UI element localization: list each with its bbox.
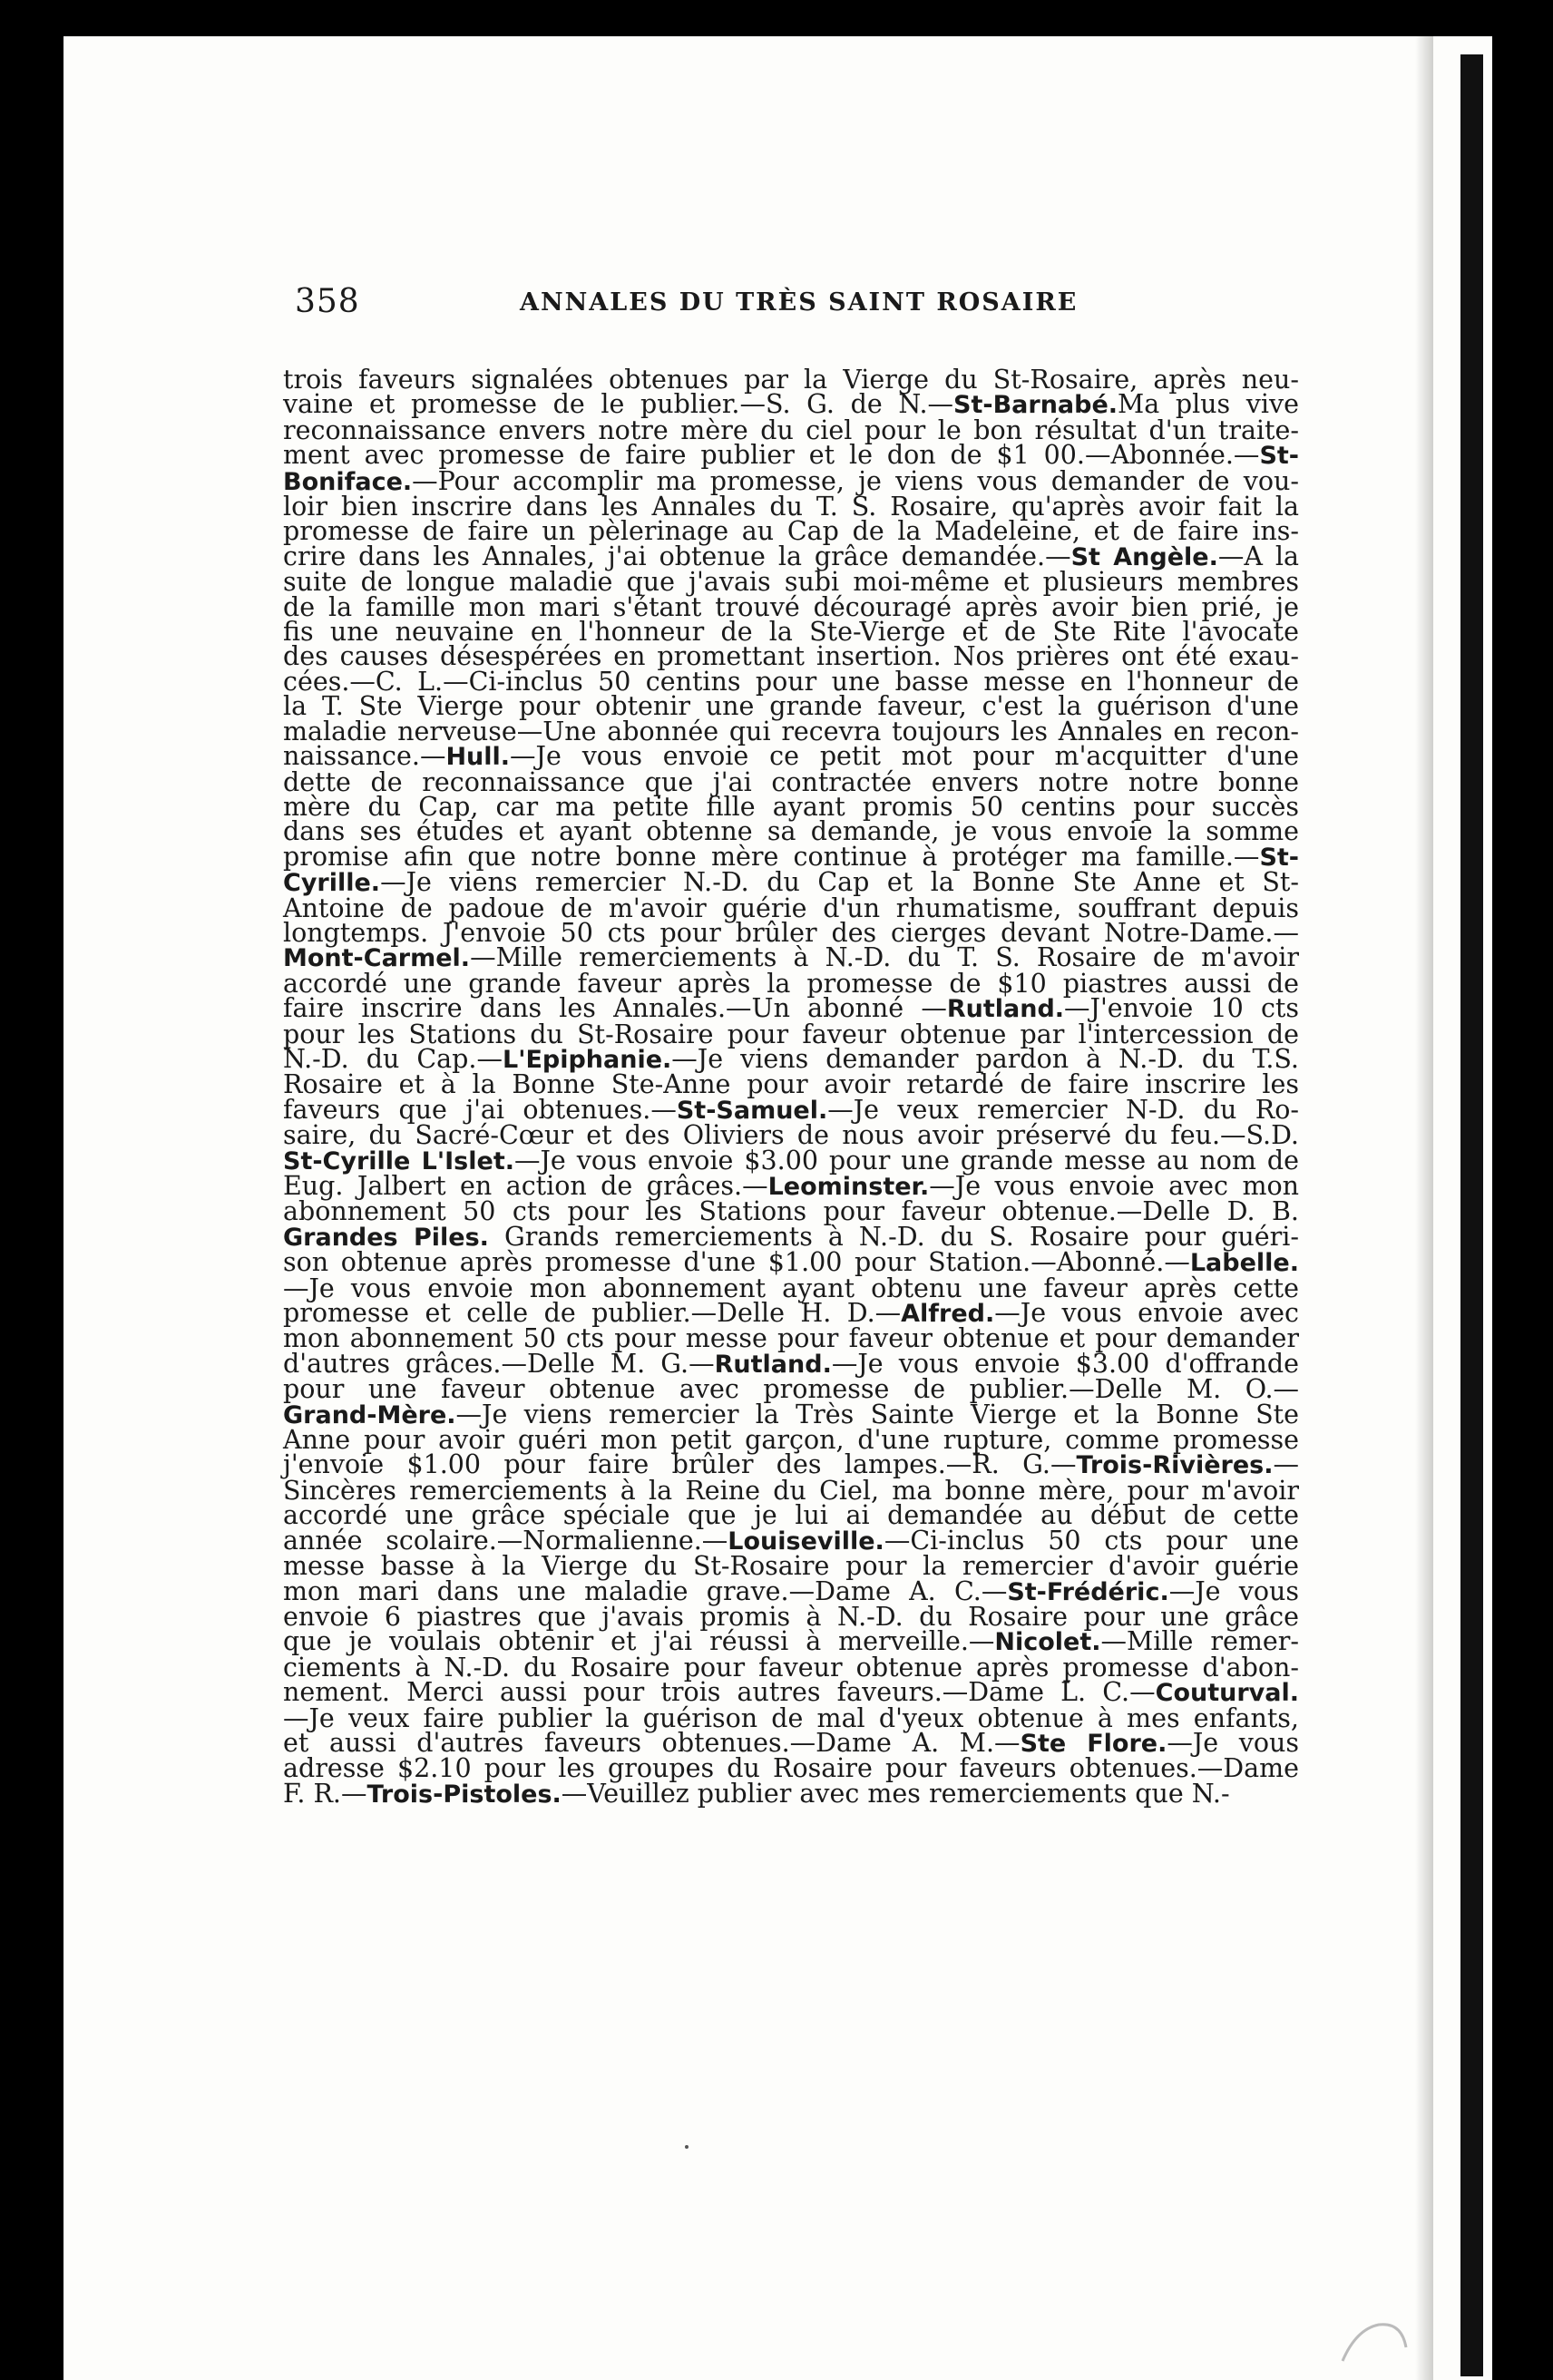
text-line — [283, 1221, 1299, 1252]
place-name: Grandes Piles. — [283, 1223, 489, 1252]
text-line — [283, 1094, 1299, 1125]
text-run: —Je viens remercier la Très Sainte Vierge et la Bonne Ste — [455, 1399, 1299, 1429]
text-run: faveurs que j'ai obtenues.— — [283, 1094, 677, 1125]
text-line — [283, 1778, 1299, 1809]
text-line — [283, 1652, 1299, 1683]
text-run: —A la — [1217, 541, 1299, 571]
text-run: que je voulais obtenir et j'ai réussi à merveille.— — [283, 1626, 995, 1657]
place-name: Cyrille. — [283, 869, 381, 898]
text-line — [283, 516, 1299, 547]
place-name: Louiseville. — [728, 1527, 884, 1556]
text-line — [283, 1171, 1299, 1201]
text-line — [283, 1449, 1299, 1480]
place-name: St-Barnabé. — [953, 391, 1118, 420]
text-line — [283, 465, 1299, 496]
text-run: Ma plus vive — [1118, 389, 1299, 420]
place-name: Couturval. — [1155, 1679, 1299, 1708]
text-line — [283, 1298, 1300, 1329]
text-line — [283, 691, 1299, 722]
text-line — [283, 440, 1299, 471]
page-header — [295, 283, 1252, 328]
text-run: j'envoie $1.00 pour faire brûler des lampes.—R. G.— — [283, 1449, 1077, 1480]
text-run: cées.—C. L.—Ci-inclus 50 centins pour une basse messe en l'honneur de — [283, 666, 1299, 697]
place-name: Nicolet. — [994, 1628, 1101, 1657]
text-run: dette de reconnaissance que j'ai contractée envers notre notre bonne — [283, 766, 1299, 797]
text-run: —Pour accomplir ma promesse, je viens vous demander de vou- — [412, 465, 1299, 496]
text-run: vaine et promesse de le publier.—S. G. de N.— — [283, 389, 954, 420]
text-run: naissance.— — [283, 741, 446, 772]
place-name: St- — [1259, 442, 1299, 471]
binding-gutter — [1460, 54, 1483, 2376]
text-line — [283, 1273, 1299, 1303]
text-line — [283, 666, 1299, 697]
text-line — [283, 1145, 1299, 1175]
text-line — [283, 591, 1299, 622]
text-run: mon mari dans une maladie grave.—Dame A. C.— — [283, 1575, 1008, 1606]
text-run: —Je vous — [1168, 1575, 1299, 1606]
text-run: messe basse à la Vierge du St-Rosaire pour la remercier d'avoir guérie — [283, 1551, 1299, 1582]
place-name: Hull. — [445, 743, 511, 772]
text-run: —Je vous envoie ce petit mot pour m'acquitter d'une — [510, 741, 1299, 772]
text-run: pour une faveur obtenue avec promesse de publier.—Delle M. O.— — [283, 1374, 1299, 1405]
text-line — [283, 1425, 1299, 1456]
text-line — [283, 1500, 1299, 1531]
corner-pencil-mark — [1338, 2311, 1411, 2365]
place-name: St-Frédéric. — [1007, 1577, 1169, 1606]
text-run: —Je vous envoie $3.00 d'offrande — [831, 1348, 1299, 1379]
text-run: N.-D. du Cap.— — [283, 1043, 503, 1074]
text-run: —Ci-inclus 50 cts pour une — [884, 1525, 1299, 1556]
text-run: envoie 6 piastres que j'avais promis à N.-D. du Rosaire pour une grâce — [283, 1601, 1299, 1632]
text-line — [283, 1348, 1299, 1379]
text-run: —Je vous envoie avec — [994, 1298, 1300, 1329]
text-run: Rosaire et à la Bonne Ste-Anne pour avoir retardé de faire inscrire les — [283, 1069, 1299, 1100]
text-line — [283, 892, 1299, 923]
text-run: promesse de faire un pèlerinage au Cap de la Madeleine, et de faire ins- — [283, 516, 1299, 547]
text-run: suite de longue maladie que j'avais subi moi-même et plusieurs membres — [283, 567, 1299, 598]
place-name: Rutland. — [946, 995, 1065, 1024]
text-run: Sincères remerciements à la Reine du Ciel, ma bonne mère, pour m'avoir — [283, 1475, 1299, 1506]
page-edge-shadow — [1415, 36, 1433, 2380]
text-line — [283, 1043, 1299, 1074]
text-line — [283, 1120, 1299, 1151]
text-run: la T. Ste Vierge pour obtenir une grande faveur, c'est la guérison d'une — [283, 691, 1299, 722]
text-line — [283, 1019, 1299, 1049]
text-run: trois faveurs signalées obtenues par la Vierge du St-Rosaire, après neu- — [283, 365, 1299, 395]
text-run: —Je vous — [1167, 1727, 1300, 1758]
text-run: —Je vous envoie mon abonnement ayant obtenu une faveur après cette — [283, 1273, 1299, 1303]
text-run: année scolaire.—Normalienne.— — [283, 1525, 728, 1556]
place-name: St-Samuel. — [676, 1096, 828, 1125]
text-run: —Je viens remercier N.-D. du Cap et la Bonne Ste Anne et St- — [380, 867, 1299, 898]
text-line — [283, 641, 1299, 672]
place-name: Leominster. — [767, 1173, 930, 1201]
text-run: reconnaissance envers notre mère du ciel pour le bon résultat d'un traite- — [283, 415, 1299, 445]
text-run: —Je veux remercier N-D. du Ro- — [827, 1094, 1299, 1125]
place-name: Mont-Carmel. — [283, 944, 471, 973]
text-run: accordé une grâce spéciale que je lui ai demandée au début de cette — [283, 1500, 1299, 1531]
text-line — [283, 1753, 1299, 1784]
text-run: mon abonnement 50 cts pour messe pour faveur obtenue et pour demander — [283, 1323, 1299, 1354]
running-head: ANNALES DU TRÈS SAINT ROSAIRE — [520, 288, 1079, 317]
text-run: —Mille remerciements à N.-D. du T. S. Rosaire de m'avoir — [470, 942, 1299, 973]
place-name: Rutland. — [714, 1350, 832, 1379]
text-run: et aussi d'autres faveurs obtenues.—Dame A. M.— — [283, 1727, 1021, 1758]
ink-speck — [685, 2145, 689, 2149]
text-line — [283, 1702, 1299, 1733]
text-run: longtemps. J'envoie 50 cts pour brûler des cierges devant Notre-Dame.— — [283, 917, 1299, 948]
text-line — [283, 1575, 1299, 1606]
text-line — [283, 1374, 1299, 1405]
text-line — [283, 1069, 1299, 1100]
text-run: des causes désespérées en promettant insertion. Nos prières ont été exau- — [283, 641, 1299, 672]
text-run: fis une neuvaine en l'honneur de la Ste-Vierge et de Ste Rite l'avocate — [283, 617, 1299, 648]
text-line — [283, 1601, 1299, 1632]
text-line — [283, 1399, 1299, 1429]
text-line — [283, 1475, 1299, 1506]
text-run: Anne pour avoir guéri mon petit garçon, d'une rupture, comme promesse — [283, 1425, 1299, 1456]
text-line — [283, 415, 1299, 445]
text-line — [283, 841, 1299, 872]
place-name: St-Cyrille L'Islet. — [283, 1146, 514, 1175]
text-run: —Veuillez publier avec mes remerciements que N.- — [561, 1778, 1230, 1809]
text-run: —Mille remer- — [1100, 1626, 1299, 1657]
place-name: Trois-Pistoles. — [366, 1780, 562, 1809]
place-name: Trois-Rivières. — [1076, 1451, 1274, 1480]
text-run: ciements à N.-D. du Rosaire pour faveur obtenue après promesse d'abon- — [283, 1652, 1299, 1683]
text-run: son obtenue après promesse d'une $1.00 pour Station.—Abonné.— — [283, 1247, 1190, 1278]
place-name: Ste Flore. — [1020, 1729, 1167, 1758]
text-line — [283, 389, 1299, 420]
text-run: dans ses études et ayant obtenne sa demande, je vous envoie la somme — [283, 816, 1299, 847]
text-line — [283, 816, 1299, 847]
text-run: — — [1273, 1449, 1299, 1480]
place-name: St- — [1259, 843, 1299, 872]
text-run: —J'envoie 10 cts — [1064, 993, 1300, 1024]
text-run: loir bien inscrire dans les Annales du T. S. Rosaire, qu'après avoir fait la — [283, 492, 1299, 522]
text-run: —Je vous envoie avec mon — [929, 1171, 1299, 1201]
text-line — [283, 867, 1299, 898]
text-line — [283, 1323, 1299, 1354]
text-line — [283, 917, 1299, 948]
place-name: St Angèle. — [1070, 542, 1218, 571]
text-line — [283, 1727, 1300, 1758]
text-run: saire, du Sacré-Cœur et des Oliviers de nous avoir préservé du feu.—S.D. — [283, 1120, 1299, 1151]
text-line — [283, 1247, 1299, 1278]
text-run: nement. Merci aussi pour trois autres faveurs.—Dame L. C.— — [283, 1677, 1156, 1708]
text-run: mère du Cap, car ma petite fille ayant promis 50 centins pour succès — [283, 791, 1299, 822]
text-line — [283, 1525, 1299, 1556]
place-name: Grand-Mère. — [283, 1400, 456, 1429]
page-number: 358 — [295, 283, 360, 320]
text-line — [283, 942, 1299, 973]
text-run: Eug. Jalbert en action de grâces.— — [283, 1171, 768, 1201]
text-run: crire dans les Annales, j'ai obtenue la grâce demandée.— — [283, 541, 1071, 571]
text-run: Grands remerciements à N.-D. du S. Rosaire pour guéri- — [488, 1221, 1299, 1252]
text-line — [283, 1677, 1299, 1708]
text-line — [283, 741, 1299, 772]
place-name: Boniface. — [283, 467, 413, 496]
text-run: pour les Stations du St-Rosaire pour faveur obtenue par l'intercession de — [283, 1019, 1299, 1049]
text-run: abonnement 50 cts pour les Stations pour faveur obtenue.—Delle D. B. — [283, 1196, 1299, 1227]
text-run: promise afin que notre bonne mère continue à protéger ma famille.— — [283, 841, 1260, 872]
text-line — [283, 791, 1299, 822]
text-run: faire inscrire dans les Annales.—Un abonné — — [283, 993, 947, 1024]
text-line — [283, 365, 1299, 395]
text-run: F. R.— — [283, 1778, 367, 1809]
text-line — [283, 766, 1299, 797]
text-run: d'autres grâces.—Delle M. G.— — [283, 1348, 715, 1379]
place-name: L'Epiphanie. — [502, 1045, 672, 1074]
text-run: ment avec promesse de faire publier et le don de $1 00.—Abonnée.— — [283, 440, 1260, 471]
text-run: accordé une grande faveur après la promesse de $10 piastres aussi de — [283, 968, 1299, 999]
text-run: Antoine de padoue de m'avoir guérie d'un rhumatisme, souffrant depuis — [283, 892, 1299, 923]
text-run: de la famille mon mari s'étant trouvé découragé après avoir bien prié, je — [283, 591, 1299, 622]
text-line — [283, 968, 1299, 999]
text-run: —Je viens demander pardon à N.-D. du T.S. — [671, 1043, 1299, 1074]
text-run: maladie nerveuse—Une abonnée qui recevra toujours les Annales en recon- — [283, 716, 1299, 746]
text-run: promesse et celle de publier.—Delle H. D.— — [283, 1298, 902, 1329]
text-line — [283, 1196, 1299, 1227]
text-run: —Je vous envoie $3.00 pour une grande messe au nom de — [514, 1145, 1299, 1175]
text-run: adresse $2.10 pour les groupes du Rosaire pour faveurs obtenues.—Dame — [283, 1753, 1299, 1784]
text-run: —Je veux faire publier la guérison de mal d'yeux obtenue à mes enfants, — [283, 1702, 1299, 1733]
text-line — [283, 1551, 1299, 1582]
text-line — [283, 716, 1299, 746]
text-line — [283, 617, 1299, 648]
text-line — [283, 993, 1300, 1024]
text-line — [283, 492, 1299, 522]
text-line — [283, 541, 1299, 571]
place-name: Alfred. — [901, 1300, 995, 1329]
place-name: Labelle. — [1189, 1249, 1299, 1278]
body-text — [283, 367, 1299, 1807]
text-line — [283, 1626, 1299, 1657]
text-line — [283, 567, 1299, 598]
